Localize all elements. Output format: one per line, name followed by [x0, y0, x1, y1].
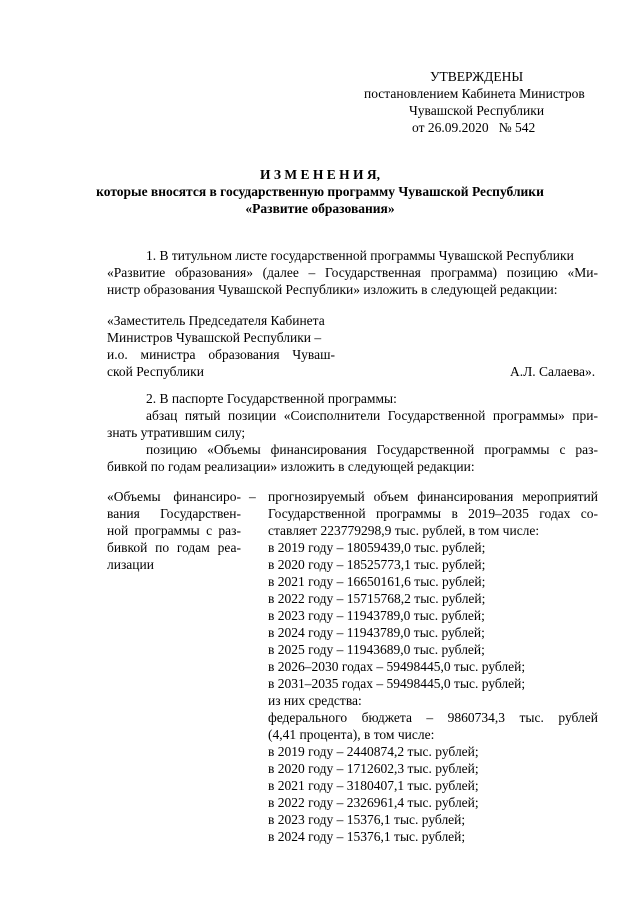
- paragraph-line: «Развитие образования» (далее – Государственная программа) позицию «Ми-: [107, 265, 598, 280]
- paragraph-line: бивкой по годам реализации» изложить в следующей редакции:: [107, 459, 475, 474]
- position-label-line: лизации: [107, 557, 154, 572]
- financing-line: в 2022 году – 15715768,2 тыс. рублей;: [268, 591, 486, 606]
- position-label-line: ной программы с раз-: [107, 523, 241, 538]
- financing-line: федерального бюджета – 9860734,3 тыс. рублей: [268, 710, 598, 725]
- signature-line: ской Республики: [107, 364, 204, 379]
- financing-line: в 2020 году – 1712602,3 тыс. рублей;: [268, 761, 479, 776]
- position-label-line: вания Государствен-: [107, 506, 241, 521]
- signature-line: «Заместитель Председателя Кабинета: [107, 313, 325, 328]
- signature-line: Министров Чувашской Республики –: [107, 330, 322, 345]
- approval-title: УТВЕРЖДЕНЫ: [430, 69, 524, 84]
- position-label-line: бивкой по годам реа-: [107, 540, 241, 555]
- paragraph-line: 2. В паспорте Государственной программы:: [146, 391, 397, 406]
- financing-line: в 2024 году – 11943789,0 тыс. рублей;: [268, 625, 485, 640]
- financing-line: в 2020 году – 18525773,1 тыс. рублей;: [268, 557, 486, 572]
- financing-line: ставляет 223779298,9 тыс. рублей, в том числе:: [268, 523, 540, 538]
- approval-line: постановлением Кабинета Министров: [364, 86, 585, 101]
- financing-line: в 2023 году – 15376,1 тыс. рублей;: [268, 812, 466, 827]
- financing-line: в 2026–2030 годах – 59498445,0 тыс. рублей;: [268, 659, 526, 674]
- financing-line: в 2031–2035 годах – 59498445,0 тыс. рублей;: [268, 676, 526, 691]
- paragraph-line: 1. В титульном листе государственной программы Чувашской Республики: [146, 248, 574, 263]
- paragraph-line: нистр образования Чувашской Республики» изложить в следующей редакции:: [107, 282, 558, 297]
- financing-line: в 2025 году – 11943689,0 тыс. рублей;: [268, 642, 485, 657]
- financing-line: в 2019 году – 18059439,0 тыс. рублей;: [268, 540, 486, 555]
- position-label-line: «Объемы финансиро-: [107, 489, 241, 504]
- financing-line: в 2019 году – 2440874,2 тыс. рублей;: [268, 744, 479, 759]
- paragraph-line: знать утратившим силу;: [107, 425, 246, 440]
- document-heading-title: И З М Е Н Е Н И Я,: [259, 167, 380, 182]
- approval-date: от 26.09.2020 № 542: [412, 120, 536, 135]
- approval-line: Чувашской Республики: [409, 103, 545, 118]
- financing-line: из них средства:: [268, 693, 362, 708]
- position-dash: –: [249, 489, 256, 504]
- financing-line: в 2022 году – 2326961,4 тыс. рублей;: [268, 795, 479, 810]
- financing-line: в 2024 году – 15376,1 тыс. рублей;: [268, 829, 466, 844]
- signature-line: и.о. министра образования Чуваш-: [107, 347, 335, 362]
- financing-line: Государственной программы в 2019–2035 годах со-: [268, 506, 598, 521]
- document-heading-line: «Развитие образования»: [245, 201, 395, 216]
- financing-line: в 2021 году – 3180407,1 тыс. рублей;: [268, 778, 479, 793]
- paragraph-line: абзац пятый позиции «Соисполнители Государственной программы» при-: [146, 408, 598, 423]
- financing-line: прогнозируемый объем финансирования мероприятий: [268, 489, 598, 504]
- signatory-name: А.Л. Салаева».: [510, 364, 596, 379]
- financing-line: в 2023 году – 11943789,0 тыс. рублей;: [268, 608, 485, 623]
- paragraph-line: позицию «Объемы финансирования Государственной программы с раз-: [146, 442, 598, 457]
- document-heading-line: которые вносятся в государственную программу Чувашской Республики: [96, 184, 544, 199]
- financing-line: (4,41 процента), в том числе:: [268, 727, 435, 742]
- financing-line: в 2021 году – 16650161,6 тыс. рублей;: [268, 574, 486, 589]
